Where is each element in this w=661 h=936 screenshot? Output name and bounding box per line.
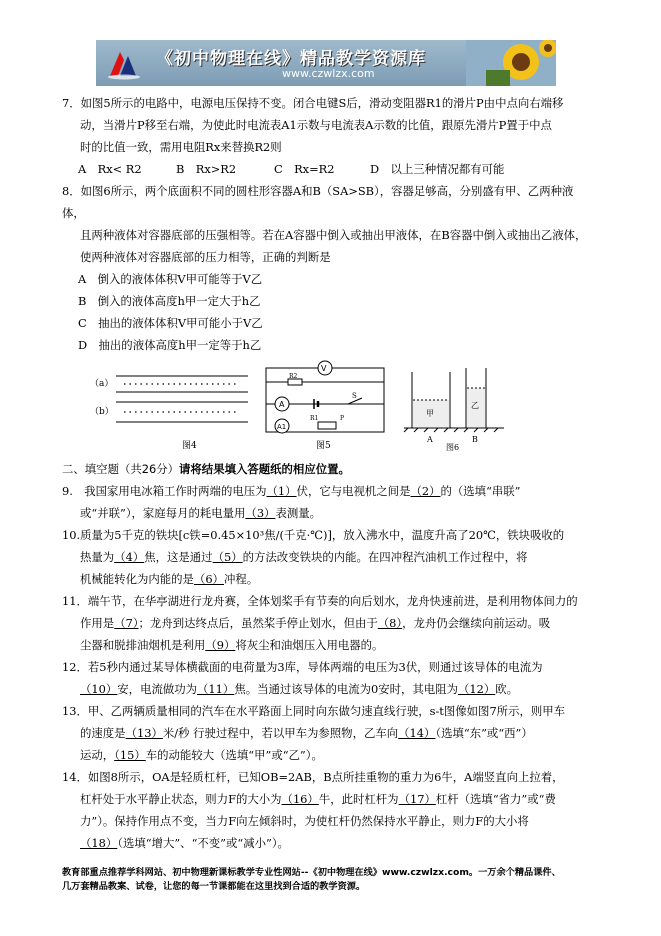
- q8-option-d: D 抽出的液体高度h甲一定等于h乙: [78, 338, 262, 352]
- blank-9[interactable]: （9）: [205, 638, 236, 652]
- q11-text-2: ；龙舟到达终点后，虽然桨手停止划水，但由于: [138, 616, 378, 630]
- fig5-r2-label: R2: [289, 373, 298, 380]
- banner-title: 《初中物理在线》精品教学资源库: [156, 49, 426, 69]
- q13-text-1: 的速度是: [80, 726, 126, 740]
- q7-options: [62, 158, 592, 180]
- blank-10[interactable]: （10）: [80, 682, 118, 696]
- q12-text-1: 安，电流做功为: [117, 682, 198, 696]
- fig5-caption: 图5: [316, 441, 331, 451]
- site-logo-icon: [106, 46, 142, 80]
- blank-16[interactable]: （16）: [281, 792, 319, 806]
- header-banner: [96, 40, 556, 86]
- blank-11[interactable]: （11）: [197, 682, 235, 696]
- q7-option-b: B Rx>R2: [176, 162, 237, 176]
- q7-line1: 7．如图5所示的电路中，电源电压保持不变。闭合电键S后，滑动变阻器R1的滑片P由中点向右端移: [62, 96, 564, 110]
- q13-text-5: 车的动能较大（选填“甲”或“乙”）。: [145, 748, 323, 762]
- q10-text-4: 机械能转化为内能的是: [80, 572, 194, 586]
- q8-option-b: B 倒入的液体高度h甲一定大于h乙: [78, 294, 261, 308]
- question-7: [62, 92, 592, 180]
- footer-line-1: 教育部重点推荐学科网站、初中物理新课标教学专业性网站--《初中物理在线》www.czwlzx.com。一万余个精品课件、: [62, 867, 561, 878]
- q11-line1: 11．端午节，在华亭湖进行龙舟赛，全体划桨手有节奏的向后划水，龙舟快速前进，是利用物体间力的: [62, 594, 578, 608]
- fig4-caption: 图4: [182, 441, 197, 451]
- q11-text-4: 尘器和脱排油烟机是利用: [80, 638, 206, 652]
- fig6-liquid-yi: 乙: [471, 401, 479, 410]
- q9-text-3: 的（选填“串联”: [440, 484, 521, 498]
- q8-option-c: C 抽出的液体体积V甲可能小于V乙: [78, 316, 263, 330]
- fig5-ammeter-label: A: [279, 400, 285, 409]
- fig6-container-b: B: [472, 435, 478, 444]
- q14-line1: 14．如图8所示，OA是轻质杠杆，已知OB=2AB，B点所挂重物的重力为6牛，A端竖直向上拉着，: [62, 770, 564, 784]
- q7-line2: 动，当滑片P移至右端，为使此时电流表A1示数与电流表A示数的比值，跟原先滑片P置于中点: [80, 118, 552, 132]
- q12-text-2: 焦。当通过该导体的电流为0安时，其电阻为: [234, 682, 458, 696]
- q11-text-1: 作用是: [80, 616, 115, 630]
- fig6-container-a: A: [427, 435, 433, 444]
- q9-text-2: 伏，它与电视机之间是: [296, 484, 411, 498]
- q8-line2: 且两种液体对容器底部的压强相等。若在A容器中倒入或抽出甲液体，在B容器中倒入或抽出乙液体，: [80, 228, 587, 242]
- figure-4: [90, 372, 250, 452]
- figure-6: [402, 366, 512, 452]
- page-footer: [62, 866, 602, 894]
- fig5-r1-label: R1: [310, 415, 319, 422]
- q7-option-d: D 以上三种情况都有可能: [370, 162, 505, 176]
- blank-5[interactable]: （5）: [212, 550, 243, 564]
- q8-line3: 使两种液体对容器底部的压力相等，正确的判断是: [80, 250, 331, 264]
- blank-2[interactable]: （2）: [410, 484, 441, 498]
- q14-text-1: 杠杆处于水平静止状态，则力F的大小为: [80, 792, 282, 806]
- blank-14[interactable]: （14）: [398, 726, 436, 740]
- question-10: [62, 524, 592, 590]
- sunflower-icon: [466, 40, 556, 86]
- blank-3[interactable]: （3）: [245, 506, 276, 520]
- blank-6[interactable]: （6）: [193, 572, 224, 586]
- fig6-liquid-jia: 甲: [426, 409, 434, 418]
- q14-text-2: 牛，此时杠杆为: [318, 792, 399, 806]
- fig5-slider-label: P: [340, 415, 345, 422]
- question-14: [62, 766, 592, 854]
- q9-text-5: 表测量。: [275, 506, 322, 520]
- fig4-label-a: （a）: [90, 379, 114, 389]
- q10-line1: 10.质量为5千克的铁块[c铁=0.45×10³焦/(千克·℃)]，放入沸水中，温度升高了20℃，铁块吸收的: [62, 528, 565, 542]
- q11-text-5: 将灰尘和油烟压入用电器的。: [235, 638, 384, 652]
- blank-1[interactable]: （1）: [266, 484, 297, 498]
- q10-text-2: 焦，这是通过: [144, 550, 213, 564]
- question-11: [62, 590, 592, 656]
- q13-text-2: 米/秒 行驶过程中，若以甲车为参照物，乙车向: [162, 726, 399, 740]
- question-12: [62, 656, 592, 700]
- blank-15[interactable]: （15）: [114, 748, 146, 762]
- question-9: [62, 480, 592, 524]
- q12-text-3: 欧。: [495, 682, 519, 696]
- blank-18[interactable]: （18）: [80, 836, 118, 850]
- q7-option-c: C Rx=R2: [274, 162, 335, 176]
- q10-text-1: 热量为: [80, 550, 115, 564]
- q11-text-3: ，龙舟仍会继续向前运动。吸: [402, 616, 551, 630]
- q14-line3: 力”）。保持作用点不变，当力F向左倾斜时，为使杠杆仍然保持水平静止，则力F的大小将: [80, 814, 529, 828]
- section-2-title: 二、填空题（共26分）: [62, 462, 180, 476]
- blank-7[interactable]: （7）: [114, 616, 139, 630]
- blank-4[interactable]: （4）: [114, 550, 145, 564]
- q13-line1: 13．甲、乙两辆质量相同的汽车在水平路面上同时向东做匀速直线行驶，s-t图像如图7所示，则甲车: [62, 704, 566, 718]
- blank-8[interactable]: （8）: [377, 616, 403, 630]
- q10-text-3: 的方法改变铁块的内能。在四冲程汽油机工作过程中，将: [242, 550, 528, 564]
- q10-text-5: 冲程。: [223, 572, 259, 586]
- q13-text-3: （选填“东”或“西”）: [435, 726, 533, 740]
- figure-5: [254, 360, 414, 452]
- q9-text-4: 或“并联”），家庭每月的耗电量用: [80, 506, 246, 520]
- q14-text-4: （选填“增大”、“不变”或“减小”）。: [117, 836, 289, 850]
- q9-text-1: 9. 我国家用电冰箱工作时两端的电压为: [62, 484, 267, 498]
- question-8: [62, 180, 592, 356]
- q8-option-a: A 倒入的液体体积V甲可能等于V乙: [78, 272, 263, 286]
- figures-row: [62, 360, 592, 452]
- footer-line-2: 几万套精品教案、试卷，让您的每一节课都能在这里找到合适的教学资源。: [62, 881, 366, 892]
- fig6-caption: 图6: [446, 443, 460, 452]
- fig5-switch-label: S: [352, 392, 357, 400]
- fig5-ammeter1-label: A1: [277, 423, 287, 431]
- q12-line1: 12．若5秒内通过某导体横截面的电荷量为3库，导体两端的电压为3伏，则通过该导体的电流为: [62, 660, 543, 674]
- banner-url[interactable]: www.czwlzx.com: [282, 67, 375, 80]
- fig5-voltmeter-label: V: [321, 364, 327, 373]
- q13-text-4: 运动，: [80, 748, 115, 762]
- question-13: [62, 700, 592, 766]
- q7-option-a: A Rx< R2: [78, 162, 142, 176]
- section-2-instruction: 请将结果填入答题纸的相应位置。: [179, 462, 350, 476]
- q8-line1: 8．如图6所示，两个底面积不同的圆柱形容器A和B（SA>SB），容器足够高，分别盛有甲、乙两种液体，: [62, 184, 574, 220]
- blank-17[interactable]: （17）: [398, 792, 436, 806]
- q14-text-3: 杠杆（选填“省力”或“费: [435, 792, 556, 806]
- section-2-heading: [62, 458, 592, 480]
- fig4-label-b: （b）: [90, 407, 114, 417]
- q7-line3: 时的比值一致，需用电阻Rx来替换R2则: [80, 140, 282, 154]
- blank-13[interactable]: （13）: [125, 726, 163, 740]
- blank-12[interactable]: （12）: [457, 682, 496, 696]
- exam-content: [62, 92, 592, 854]
